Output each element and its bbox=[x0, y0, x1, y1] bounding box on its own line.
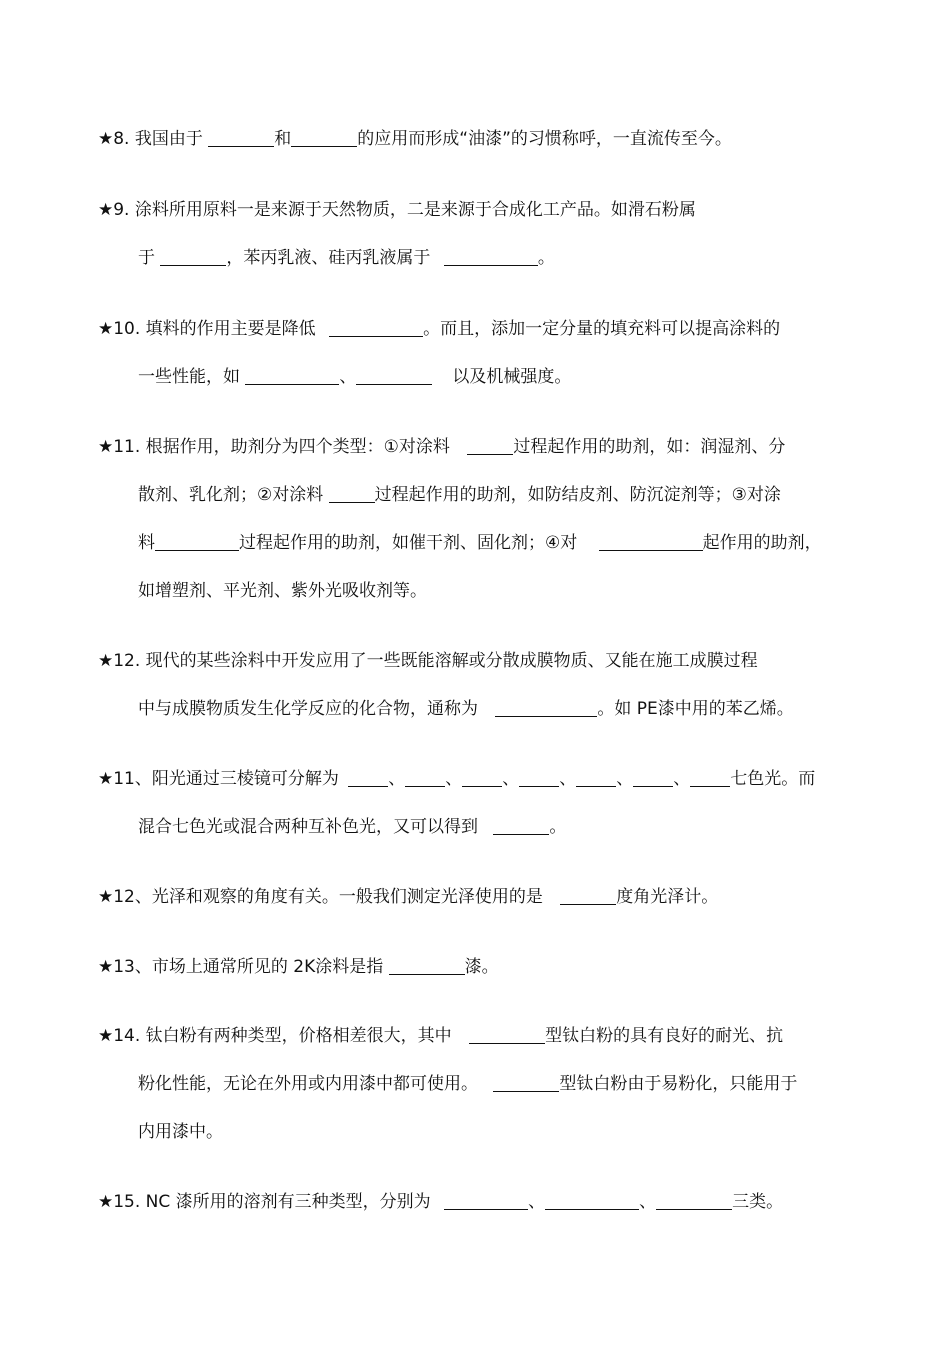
text-segment: 漆。 bbox=[464, 957, 499, 977]
text-segment: ★12. 现代的某些涂料中开发应用了一些既能溶解或分散成膜物质、又能在施工成膜过程 bbox=[98, 651, 758, 671]
question-11a-line-3 bbox=[138, 532, 822, 554]
text-segment: 过程起作用的助剂，如催干剂、固化剂；④对 bbox=[239, 533, 583, 553]
text-segment: 。 bbox=[537, 248, 555, 268]
answer-blank[interactable] bbox=[599, 533, 703, 551]
text-segment: 起作用的助剂， bbox=[702, 533, 822, 553]
answer-blank[interactable] bbox=[405, 769, 445, 787]
answer-blank[interactable] bbox=[160, 248, 226, 266]
text-segment: ★8. 我国由于 bbox=[98, 129, 209, 149]
text-segment: 、 bbox=[616, 769, 634, 789]
question-12b-line-1 bbox=[98, 886, 718, 908]
text-segment: 料 bbox=[138, 533, 155, 553]
question-11b-line-1 bbox=[98, 768, 815, 790]
text-segment: 、 bbox=[388, 769, 406, 789]
text-segment: ★9. 涂料所用原料一是来源于天然物质，二是来源于合成化工产品。如滑石粉属 bbox=[98, 200, 696, 220]
question-9-line-2 bbox=[138, 247, 555, 269]
text-segment: 散剂、乳化剂；②对涂料 bbox=[138, 485, 329, 505]
question-9-line-1 bbox=[98, 199, 696, 221]
text-segment: ★14. 钛白粉有两种类型，价格相差很大，其中 bbox=[98, 1026, 458, 1046]
text-segment: ★15. NC 漆所用的溶剂有三种类型，分别为 bbox=[98, 1192, 437, 1212]
text-segment: ★13、市场上通常所见的 2K涂料是指 bbox=[98, 957, 389, 977]
answer-blank[interactable] bbox=[469, 1026, 545, 1044]
text-segment: 过程起作用的助剂，如防结皮剂、防沉淀剂等；③对涂 bbox=[374, 485, 781, 505]
answer-blank[interactable] bbox=[560, 887, 616, 905]
text-segment: ，苯丙乳液、硅丙乳液属于 bbox=[226, 248, 436, 268]
question-12a-line-1 bbox=[98, 650, 758, 672]
answer-blank[interactable] bbox=[690, 769, 730, 787]
text-segment: ★11. 根据作用，助剂分为四个类型：①对涂料 bbox=[98, 437, 456, 457]
answer-blank[interactable] bbox=[444, 1192, 528, 1210]
text-segment: ★11、阳光通过三棱镜可分解为 bbox=[98, 769, 345, 789]
question-11a-line-2 bbox=[138, 484, 781, 506]
text-segment: 如增塑剂、平光剂、紫外光吸收剂等。 bbox=[138, 581, 427, 601]
text-segment: 一些性能，如 bbox=[138, 367, 246, 387]
text-segment: 、 bbox=[639, 1192, 657, 1212]
text-segment: 、 bbox=[528, 1192, 546, 1212]
text-segment: 、 bbox=[673, 769, 691, 789]
text-segment: 过程起作用的助剂，如：润湿剂、分 bbox=[513, 437, 786, 457]
answer-blank[interactable] bbox=[356, 367, 432, 385]
answer-blank[interactable] bbox=[493, 817, 549, 835]
text-segment: 粉化性能，无论在外用或内用漆中都可使用。 bbox=[138, 1074, 484, 1094]
answer-blank[interactable] bbox=[444, 248, 538, 266]
question-11a-line-1 bbox=[98, 436, 785, 458]
question-11b-line-2 bbox=[138, 816, 566, 838]
answer-blank[interactable] bbox=[329, 319, 423, 337]
text-segment: 型钛白粉的具有良好的耐光、抗 bbox=[545, 1026, 784, 1046]
answer-blank[interactable] bbox=[493, 1074, 559, 1092]
answer-blank[interactable] bbox=[329, 485, 375, 503]
answer-blank[interactable] bbox=[495, 699, 597, 717]
answer-blank[interactable] bbox=[389, 957, 465, 975]
question-14-line-1 bbox=[98, 1025, 783, 1047]
text-segment: 、 bbox=[445, 769, 463, 789]
text-segment: 内用漆中。 bbox=[138, 1122, 223, 1142]
text-segment: 三类。 bbox=[732, 1192, 784, 1212]
answer-blank[interactable] bbox=[576, 769, 616, 787]
text-segment: 型钛白粉由于易粉化，只能用于 bbox=[559, 1074, 798, 1094]
answer-blank[interactable] bbox=[545, 1192, 639, 1210]
text-segment: ★12、光泽和观察的角度有关。一般我们测定光泽使用的是 bbox=[98, 887, 549, 907]
text-segment: 。而且，添加一定分量的填充料可以提高涂料的 bbox=[423, 319, 781, 339]
answer-blank[interactable] bbox=[519, 769, 559, 787]
answer-blank[interactable] bbox=[155, 533, 239, 551]
text-segment: 度角光泽计。 bbox=[616, 887, 719, 907]
text-segment: 。 bbox=[549, 817, 567, 837]
question-10-line-2 bbox=[138, 366, 571, 388]
text-segment: 以及机械强度。 bbox=[452, 367, 572, 387]
answer-blank[interactable] bbox=[291, 129, 357, 147]
text-segment: 、 bbox=[339, 367, 357, 387]
question-10-line-1 bbox=[98, 318, 780, 340]
text-segment: 、 bbox=[559, 769, 577, 789]
text-segment: 、 bbox=[502, 769, 520, 789]
answer-blank[interactable] bbox=[656, 1192, 732, 1210]
question-12a-line-2 bbox=[138, 698, 794, 720]
question-8-line-1 bbox=[98, 128, 732, 150]
answer-blank[interactable] bbox=[462, 769, 502, 787]
text-segment: 中与成膜物质发生化学反应的化合物，通称为 bbox=[138, 699, 484, 719]
answer-blank[interactable] bbox=[348, 769, 388, 787]
answer-blank[interactable] bbox=[633, 769, 673, 787]
text-segment: ★10. 填料的作用主要是降低 bbox=[98, 319, 322, 339]
text-segment: 七色光。而 bbox=[730, 769, 816, 789]
text-segment: 的应用而形成“油漆”的习惯称呼，一直流传至今。 bbox=[357, 129, 732, 149]
question-14-line-3 bbox=[138, 1121, 223, 1143]
text-segment: 于 bbox=[138, 248, 161, 268]
text-segment: 和 bbox=[274, 129, 292, 149]
question-15-line-1 bbox=[98, 1191, 783, 1213]
question-11a-line-4 bbox=[138, 580, 427, 602]
answer-blank[interactable] bbox=[467, 437, 513, 455]
text-segment: 混合七色光或混合两种互补色光，又可以得到 bbox=[138, 817, 484, 837]
answer-blank[interactable] bbox=[208, 129, 274, 147]
question-13-line-1 bbox=[98, 956, 499, 978]
text-segment: 。如 PE漆中用的苯乙烯。 bbox=[597, 699, 794, 719]
answer-blank[interactable] bbox=[245, 367, 339, 385]
question-14-line-2 bbox=[138, 1073, 797, 1095]
